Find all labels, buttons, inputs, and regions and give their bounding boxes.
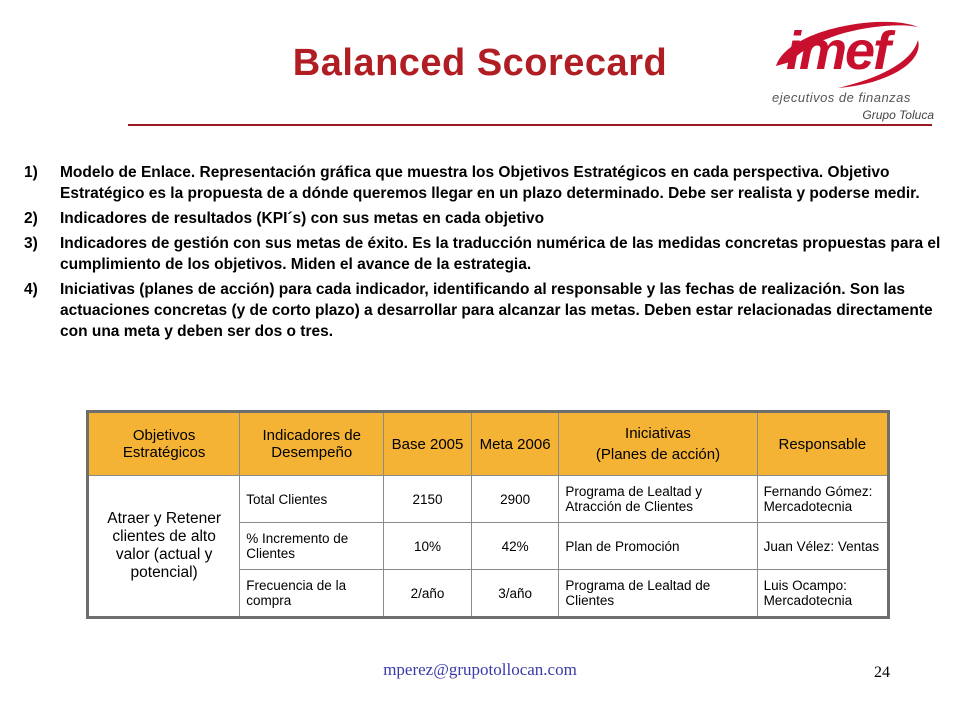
list-item-number: 2) xyxy=(24,210,38,227)
scorecard-table xyxy=(86,410,890,619)
meta-cell: 42% xyxy=(471,523,559,570)
logo-wordmark: imef xyxy=(786,21,890,81)
list-item-text: Indicadores de resultados (KPI´s) con sus metas en cada objetivo xyxy=(60,210,545,227)
list-item-text: Modelo de Enlace. Representación gráfica que muestra los Objetivos Estratégicos en cada perspectiva. Objetivo Estratégico es la propuesta de a dónde queremos llegar en un plazo determinado. Debe ser realista y poderse medir. xyxy=(60,164,920,202)
header-base: Base 2005 xyxy=(384,412,472,476)
responsible-cell: Juan Vélez: Ventas xyxy=(757,523,888,570)
base-cell: 2150 xyxy=(384,476,472,523)
initiative-cell: Programa de Lealtad y Atracción de Clientes xyxy=(559,476,757,523)
objective-cell: Atraer y Retener clientes de alto valor (actual y potencial) xyxy=(88,476,240,618)
base-cell: 2/año xyxy=(384,570,472,618)
indicator-cell: Total Clientes xyxy=(240,476,384,523)
imef-logo xyxy=(768,18,938,126)
header-initiatives-line2: (Planes de acción) xyxy=(595,446,721,463)
list-item-number: 4) xyxy=(24,281,38,298)
header-initiatives-line1: Iniciativas xyxy=(625,425,691,442)
list-item xyxy=(24,233,950,275)
header-indicators: Indicadores de Desempeño xyxy=(240,412,384,476)
list-item-number: 1) xyxy=(24,164,38,181)
footer-email-link[interactable]: mperez@grupotollocan.com xyxy=(383,660,577,679)
list-item-text: Indicadores de gestión con sus metas de éxito. Es la traducción numérica de las medidas concretas propuestas para el cumplimiento de los objetivos. Miden el avance de la estrategia. xyxy=(60,235,941,273)
header-responsible: Responsable xyxy=(757,412,888,476)
table-header-row xyxy=(88,412,889,476)
meta-cell: 2900 xyxy=(471,476,559,523)
slide-title: Balanced Scorecard xyxy=(292,42,668,84)
meta-cell: 3/año xyxy=(471,570,559,618)
numbered-list xyxy=(24,162,950,346)
logo-tagline: ejecutivos de finanzas xyxy=(772,90,911,105)
list-item xyxy=(24,162,950,204)
responsible-cell: Luis Ocampo: Mercadotecnia xyxy=(757,570,888,618)
title-divider xyxy=(128,124,932,126)
page-number: 24 xyxy=(874,664,890,681)
header-initiatives xyxy=(559,412,757,476)
base-cell: 10% xyxy=(384,523,472,570)
list-item-text: Iniciativas (planes de acción) para cada indicador, identificando al responsable y las fechas de realización. Son las actuaciones concretas (y de corto plazo) a desarrollar para alcanzar las metas. Deben estar relacionadas directamente con una meta y deben ser dos o tres. xyxy=(60,281,933,340)
header-meta: Meta 2006 xyxy=(471,412,559,476)
indicator-cell: Frecuencia de la compra xyxy=(240,570,384,618)
header-objectives: Objetivos Estratégicos xyxy=(88,412,240,476)
list-item-number: 3) xyxy=(24,235,38,252)
initiative-cell: Programa de Lealtad de Clientes xyxy=(559,570,757,618)
list-item xyxy=(24,208,950,229)
indicator-cell: % Incremento de Clientes xyxy=(240,523,384,570)
table-row xyxy=(88,476,889,523)
responsible-cell: Fernando Gómez: Mercadotecnia xyxy=(757,476,888,523)
initiative-cell: Plan de Promoción xyxy=(559,523,757,570)
logo-group-name: Grupo Toluca xyxy=(862,108,934,122)
list-item xyxy=(24,279,950,342)
